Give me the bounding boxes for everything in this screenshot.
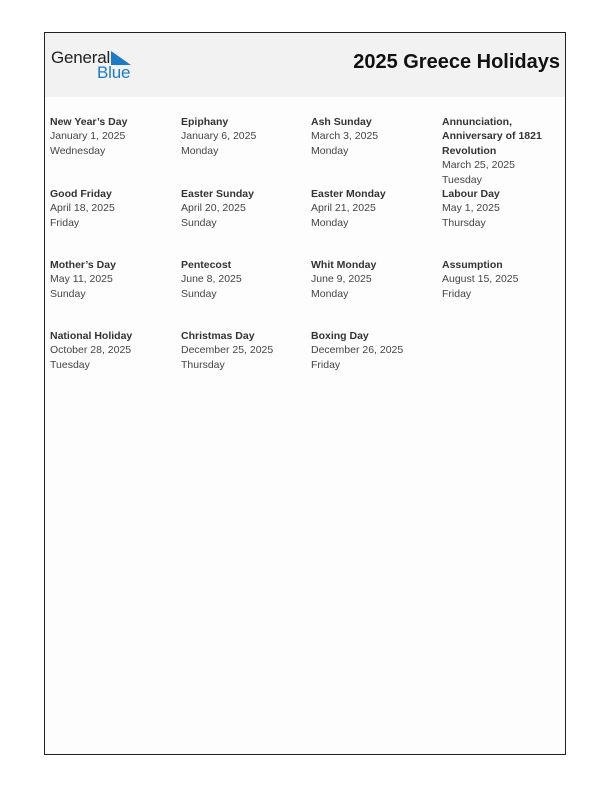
logo-text-general: General bbox=[51, 48, 111, 67]
holiday-weekday: Tuesday bbox=[50, 358, 90, 371]
holiday-date: January 6, 2025 bbox=[181, 130, 257, 143]
holiday-date: May 1, 2025 bbox=[442, 202, 500, 215]
holiday-item bbox=[311, 115, 436, 158]
holiday-name: Christmas Day bbox=[181, 330, 255, 342]
holiday-name: Ash Sunday bbox=[311, 116, 372, 128]
holiday-item bbox=[50, 329, 175, 372]
holiday-weekday: Sunday bbox=[50, 287, 86, 300]
holiday-weekday: Tuesday bbox=[442, 173, 482, 186]
holiday-date: April 18, 2025 bbox=[50, 202, 115, 215]
holiday-item bbox=[442, 187, 567, 230]
holiday-item bbox=[181, 187, 306, 230]
generalblue-logo bbox=[51, 49, 141, 85]
holiday-name: Labour Day bbox=[442, 188, 500, 200]
holiday-item bbox=[311, 258, 436, 301]
holiday-item bbox=[181, 258, 306, 301]
holiday-date: December 26, 2025 bbox=[311, 344, 404, 357]
logo-text-blue: Blue bbox=[97, 63, 131, 82]
holiday-name: Easter Monday bbox=[311, 188, 386, 200]
holiday-date: January 1, 2025 bbox=[50, 130, 126, 143]
holiday-date: June 9, 2025 bbox=[311, 273, 372, 286]
holiday-weekday: Monday bbox=[311, 216, 349, 229]
holiday-name: Epiphany bbox=[181, 116, 229, 128]
holiday-name: Good Friday bbox=[50, 188, 112, 200]
holiday-date: May 11, 2025 bbox=[50, 273, 113, 286]
holiday-date: March 3, 2025 bbox=[311, 130, 379, 143]
holiday-weekday: Sunday bbox=[181, 287, 217, 300]
holiday-item bbox=[181, 115, 306, 158]
page-header bbox=[45, 33, 565, 97]
holiday-weekday: Monday bbox=[311, 144, 349, 157]
holiday-item bbox=[50, 187, 175, 230]
holiday-item bbox=[311, 187, 436, 230]
holiday-weekday: Friday bbox=[442, 287, 472, 300]
holiday-name: Assumption bbox=[442, 259, 503, 271]
holiday-item bbox=[442, 258, 567, 301]
holiday-date: June 8, 2025 bbox=[181, 273, 242, 286]
holiday-name: Mother’s Day bbox=[50, 259, 116, 271]
holiday-name: Easter Sunday bbox=[181, 188, 254, 200]
holiday-date: October 28, 2025 bbox=[50, 344, 132, 357]
holiday-name: Whit Monday bbox=[311, 259, 377, 271]
holiday-date: April 21, 2025 bbox=[311, 202, 376, 215]
holiday-name: New Year’s Day bbox=[50, 116, 128, 128]
holiday-weekday: Thursday bbox=[181, 358, 225, 371]
holiday-weekday: Friday bbox=[50, 216, 80, 229]
holiday-date: August 15, 2025 bbox=[442, 273, 519, 286]
holiday-name: Pentecost bbox=[181, 259, 232, 271]
holiday-weekday: Thursday bbox=[442, 216, 486, 229]
holiday-date: April 20, 2025 bbox=[181, 202, 246, 215]
page-frame bbox=[44, 32, 566, 755]
holiday-weekday: Sunday bbox=[181, 216, 217, 229]
holiday-item bbox=[181, 329, 306, 372]
holiday-item bbox=[50, 115, 175, 158]
page-title: 2025 Greece Holidays bbox=[353, 51, 560, 73]
holiday-item bbox=[311, 329, 436, 372]
holiday-weekday: Monday bbox=[181, 144, 219, 157]
holiday-item bbox=[50, 258, 175, 301]
holiday-name: Boxing Day bbox=[311, 330, 369, 342]
holiday-item bbox=[442, 115, 554, 187]
holiday-date: March 25, 2025 bbox=[442, 159, 515, 172]
holiday-weekday: Friday bbox=[311, 358, 341, 371]
holiday-date: December 25, 2025 bbox=[181, 344, 274, 357]
holiday-name: Annunciation, Anniversary of 1821 Revolution bbox=[442, 116, 542, 157]
holiday-weekday: Wednesday bbox=[50, 144, 106, 157]
holiday-weekday: Monday bbox=[311, 287, 349, 300]
holiday-name: National Holiday bbox=[50, 330, 133, 342]
